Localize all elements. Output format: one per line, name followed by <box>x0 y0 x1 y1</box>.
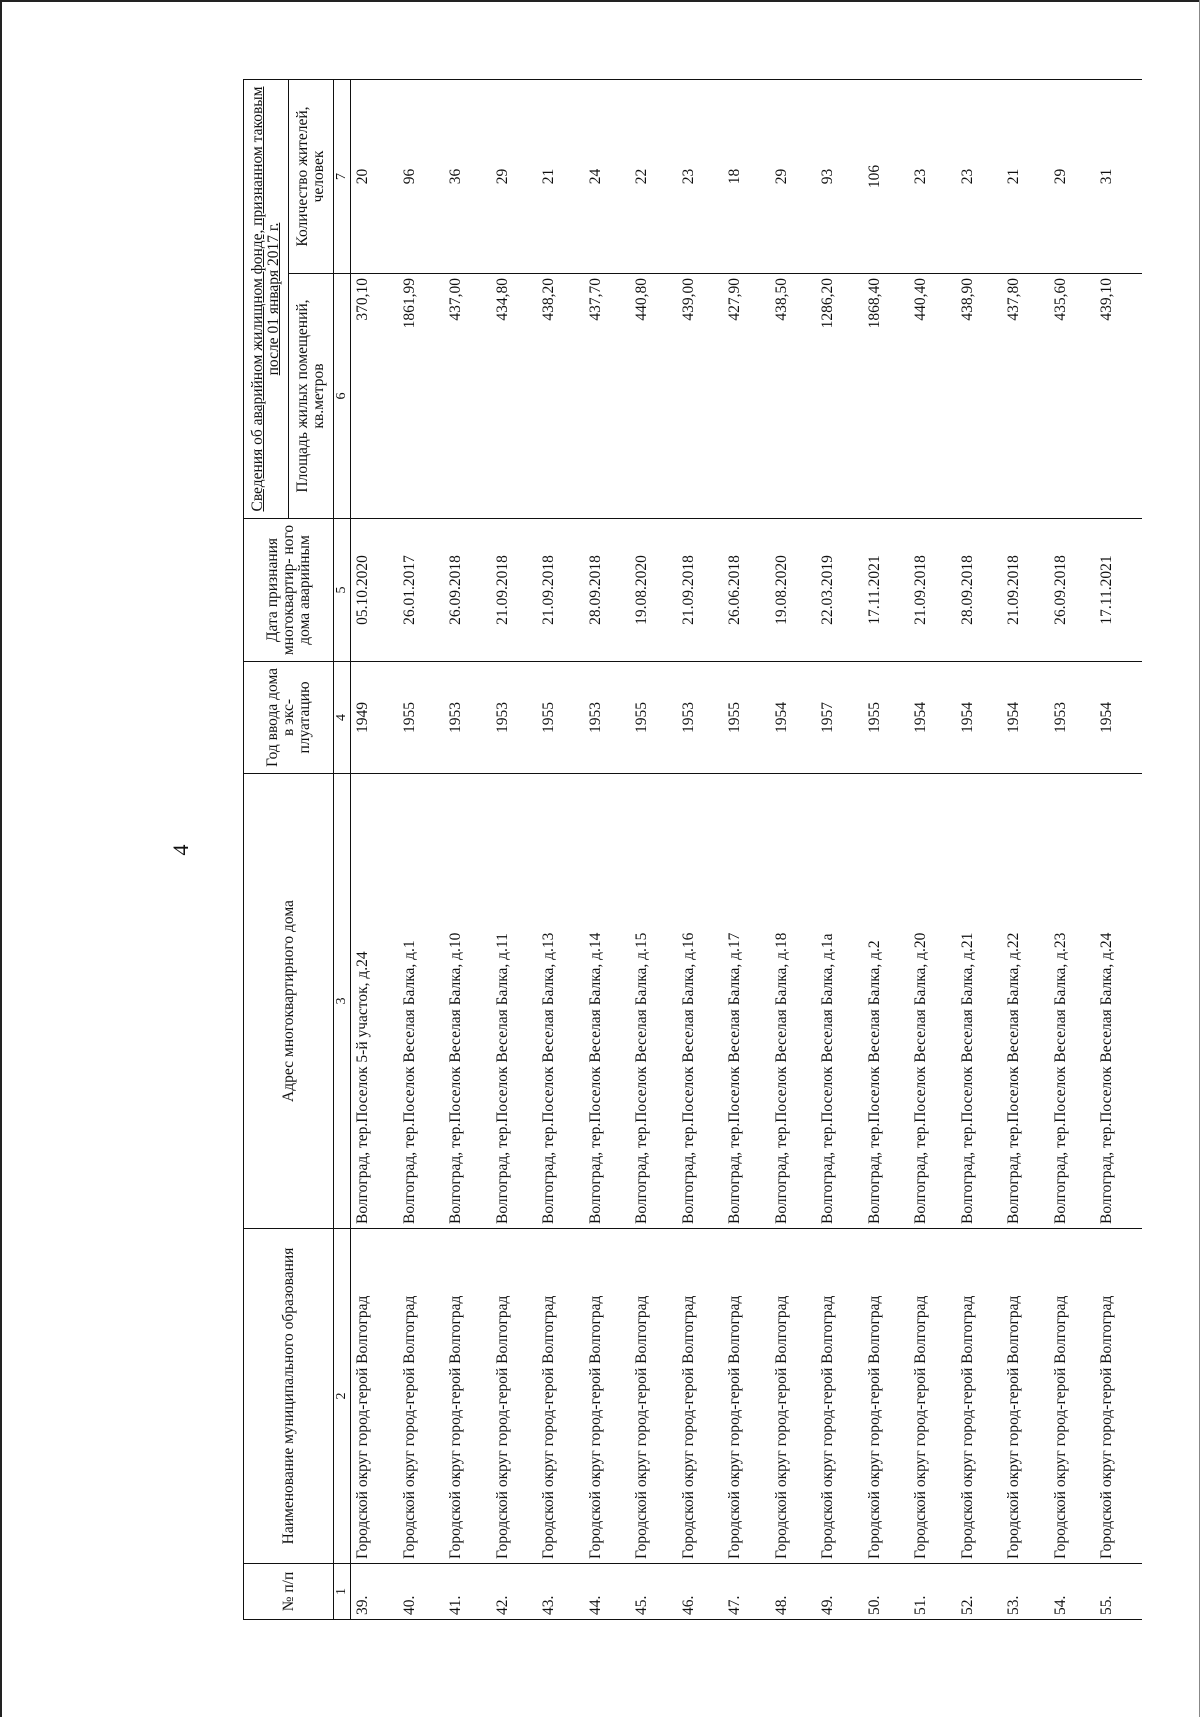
residents-cell: 36 <box>444 80 491 274</box>
address-cell: Волгоград, тер.Поселок Веселая Балка, д.18 <box>770 774 817 1229</box>
row-number: 54. <box>1049 1564 1096 1620</box>
column-number: 4 <box>334 662 351 774</box>
table-row <box>537 80 584 1620</box>
row-number: 45. <box>630 1564 677 1620</box>
municipality-cell: Городской округ город-герой Волгоград <box>677 1229 724 1564</box>
year-cell: 1953 <box>491 662 538 774</box>
scan-edge-left <box>0 0 2 1717</box>
housing-table <box>243 79 1142 1620</box>
area-cell: 440,80 <box>630 274 677 519</box>
address-cell: Волгоград, тер.Поселок 5-й участок, д.24 <box>351 774 398 1229</box>
table-row <box>770 80 817 1620</box>
municipality-cell: Городской округ город-герой Волгоград <box>444 1229 491 1564</box>
area-cell: 437,70 <box>584 274 631 519</box>
residents-cell: 23 <box>956 80 1003 274</box>
municipality-cell: Городской округ город-герой Волгоград <box>863 1229 910 1564</box>
row-number: 43. <box>537 1564 584 1620</box>
date-cell: 28.09.2018 <box>584 519 631 662</box>
municipality-cell: Городской округ город-герой Волгоград <box>584 1229 631 1564</box>
date-cell: 26.09.2018 <box>444 519 491 662</box>
address-cell: Волгоград, тер.Поселок Веселая Балка, д.1 <box>398 774 445 1229</box>
municipality-cell: Городской округ город-герой Волгоград <box>491 1229 538 1564</box>
table-row <box>398 80 445 1620</box>
header-area: Площадь жилых помещений, кв.метров <box>289 274 334 519</box>
table-row <box>816 80 863 1620</box>
date-cell: 22.03.2019 <box>816 519 863 662</box>
column-number: 7 <box>334 80 351 274</box>
date-cell: 21.09.2018 <box>537 519 584 662</box>
row-number: 39. <box>351 1564 398 1620</box>
header-group-label: Сведения об аварийном жилищном фонде, признанном таковым после 01 января 2017 г. <box>249 86 282 512</box>
municipality-cell: Городской округ город-герой Волгоград <box>1049 1229 1096 1564</box>
table-row <box>1095 80 1142 1620</box>
table-row <box>351 80 398 1620</box>
residents-cell: 29 <box>1049 80 1096 274</box>
area-cell: 438,50 <box>770 274 817 519</box>
address-cell: Волгоград, тер.Поселок Веселая Балка, д.17 <box>723 774 770 1229</box>
row-number: 41. <box>444 1564 491 1620</box>
area-cell: 434,80 <box>491 274 538 519</box>
header-residents: Количество жителей, человек <box>289 80 334 274</box>
address-cell: Волгоград, тер.Поселок Веселая Балка, д.11 <box>491 774 538 1229</box>
column-number: 2 <box>334 1229 351 1564</box>
date-cell: 26.09.2018 <box>1049 519 1096 662</box>
row-number: 42. <box>491 1564 538 1620</box>
municipality-cell: Городской округ город-герой Волгоград <box>770 1229 817 1564</box>
date-cell: 21.09.2018 <box>677 519 724 662</box>
area-cell: 440,40 <box>909 274 956 519</box>
table-row <box>956 80 1003 1620</box>
address-cell: Волгоград, тер.Поселок Веселая Балка, д.15 <box>630 774 677 1229</box>
rotated-page <box>168 80 1115 1620</box>
year-cell: 1955 <box>723 662 770 774</box>
row-number: 40. <box>398 1564 445 1620</box>
address-cell: Волгоград, тер.Поселок Веселая Балка, д.16 <box>677 774 724 1229</box>
year-cell: 1954 <box>909 662 956 774</box>
year-cell: 1954 <box>956 662 1003 774</box>
table-row <box>444 80 491 1620</box>
page-number: 4 <box>168 844 193 856</box>
municipality-cell: Городской округ город-герой Волгоград <box>1002 1229 1049 1564</box>
residents-cell: 22 <box>630 80 677 274</box>
residents-cell: 21 <box>537 80 584 274</box>
municipality-cell: Городской округ город-герой Волгоград <box>398 1229 445 1564</box>
year-cell: 1953 <box>584 662 631 774</box>
column-number-row <box>334 80 351 1620</box>
table-row <box>723 80 770 1620</box>
area-cell: 435,60 <box>1049 274 1096 519</box>
residents-cell: 24 <box>584 80 631 274</box>
column-number: 5 <box>334 519 351 662</box>
residents-cell: 29 <box>491 80 538 274</box>
row-number: 52. <box>956 1564 1003 1620</box>
residents-cell: 23 <box>909 80 956 274</box>
year-cell: 1954 <box>1002 662 1049 774</box>
address-cell: Волгоград, тер.Поселок Веселая Балка, д.10 <box>444 774 491 1229</box>
row-number: 44. <box>584 1564 631 1620</box>
area-cell: 1861,99 <box>398 274 445 519</box>
table-row <box>1049 80 1096 1620</box>
header-address: Адрес многоквартирного дома <box>244 774 334 1229</box>
header-num: № п/п <box>244 1564 334 1620</box>
area-cell: 427,90 <box>723 274 770 519</box>
area-cell: 437,00 <box>444 274 491 519</box>
header-year: Год ввода дома в экс- плуатацию <box>244 662 334 774</box>
address-cell: Волгоград, тер.Поселок Веселая Балка, д.1а <box>816 774 863 1229</box>
municipality-cell: Городской округ город-герой Волгоград <box>723 1229 770 1564</box>
table-row <box>1002 80 1049 1620</box>
header-municipality: Наименование муниципального образования <box>244 1229 334 1564</box>
area-cell: 1286,20 <box>816 274 863 519</box>
address-cell: Волгоград, тер.Поселок Веселая Балка, д.22 <box>1002 774 1049 1229</box>
row-number: 53. <box>1002 1564 1049 1620</box>
address-cell: Волгоград, тер.Поселок Веселая Балка, д.21 <box>956 774 1003 1229</box>
table-body <box>351 80 1142 1620</box>
year-cell: 1955 <box>630 662 677 774</box>
table-row <box>909 80 956 1620</box>
address-cell: Волгоград, тер.Поселок Веселая Балка, д.24 <box>1095 774 1142 1229</box>
residents-cell: 106 <box>863 80 910 274</box>
municipality-cell: Городской округ город-герой Волгоград <box>816 1229 863 1564</box>
address-cell: Волгоград, тер.Поселок Веселая Балка, д.14 <box>584 774 631 1229</box>
year-cell: 1957 <box>816 662 863 774</box>
municipality-cell: Городской округ город-герой Волгоград <box>956 1229 1003 1564</box>
year-cell: 1953 <box>444 662 491 774</box>
municipality-cell: Городской округ город-герой Волгоград <box>909 1229 956 1564</box>
residents-cell: 23 <box>677 80 724 274</box>
year-cell: 1953 <box>1049 662 1096 774</box>
year-cell: 1949 <box>351 662 398 774</box>
date-cell: 26.01.2017 <box>398 519 445 662</box>
date-cell: 19.08.2020 <box>770 519 817 662</box>
header-group <box>244 80 289 519</box>
residents-cell: 20 <box>351 80 398 274</box>
date-cell: 17.11.2021 <box>863 519 910 662</box>
address-cell: Волгоград, тер.Поселок Веселая Балка, д.13 <box>537 774 584 1229</box>
table-row <box>863 80 910 1620</box>
municipality-cell: Городской округ город-герой Волгоград <box>537 1229 584 1564</box>
date-cell: 21.09.2018 <box>491 519 538 662</box>
column-number: 1 <box>334 1564 351 1620</box>
residents-cell: 93 <box>816 80 863 274</box>
year-cell: 1954 <box>770 662 817 774</box>
residents-cell: 18 <box>723 80 770 274</box>
date-cell: 26.06.2018 <box>723 519 770 662</box>
residents-cell: 96 <box>398 80 445 274</box>
date-cell: 05.10.2020 <box>351 519 398 662</box>
year-cell: 1955 <box>398 662 445 774</box>
row-number: 50. <box>863 1564 910 1620</box>
row-number: 55. <box>1095 1564 1142 1620</box>
residents-cell: 29 <box>770 80 817 274</box>
residents-cell: 31 <box>1095 80 1142 274</box>
area-cell: 438,90 <box>956 274 1003 519</box>
row-number: 48. <box>770 1564 817 1620</box>
table-row <box>677 80 724 1620</box>
table-row <box>630 80 677 1620</box>
header-date: Дата признания многоквартир- ного дома аварийным <box>244 519 334 662</box>
municipality-cell: Городской округ город-герой Волгоград <box>351 1229 398 1564</box>
year-cell: 1955 <box>537 662 584 774</box>
address-cell: Волгоград, тер.Поселок Веселая Балка, д.2 <box>863 774 910 1229</box>
area-cell: 439,00 <box>677 274 724 519</box>
municipality-cell: Городской округ город-герой Волгоград <box>630 1229 677 1564</box>
column-number: 3 <box>334 774 351 1229</box>
row-number: 51. <box>909 1564 956 1620</box>
year-cell: 1954 <box>1095 662 1142 774</box>
year-cell: 1953 <box>677 662 724 774</box>
row-number: 46. <box>677 1564 724 1620</box>
row-number: 47. <box>723 1564 770 1620</box>
address-cell: Волгоград, тер.Поселок Веселая Балка, д.23 <box>1049 774 1096 1229</box>
address-cell: Волгоград, тер.Поселок Веселая Балка, д.20 <box>909 774 956 1229</box>
area-cell: 438,20 <box>537 274 584 519</box>
table-row <box>584 80 631 1620</box>
area-cell: 1868,40 <box>863 274 910 519</box>
area-cell: 370,10 <box>351 274 398 519</box>
row-number: 49. <box>816 1564 863 1620</box>
table-row <box>491 80 538 1620</box>
area-cell: 439,10 <box>1095 274 1142 519</box>
municipality-cell: Городской округ город-герой Волгоград <box>1095 1229 1142 1564</box>
area-cell: 437,80 <box>1002 274 1049 519</box>
scan-edge-top <box>0 0 1200 2</box>
year-cell: 1955 <box>863 662 910 774</box>
date-cell: 21.09.2018 <box>909 519 956 662</box>
date-cell: 19.08.2020 <box>630 519 677 662</box>
date-cell: 17.11.2021 <box>1095 519 1142 662</box>
column-number: 6 <box>334 274 351 519</box>
date-cell: 21.09.2018 <box>1002 519 1049 662</box>
residents-cell: 21 <box>1002 80 1049 274</box>
header-row-1 <box>244 80 289 1620</box>
date-cell: 28.09.2018 <box>956 519 1003 662</box>
